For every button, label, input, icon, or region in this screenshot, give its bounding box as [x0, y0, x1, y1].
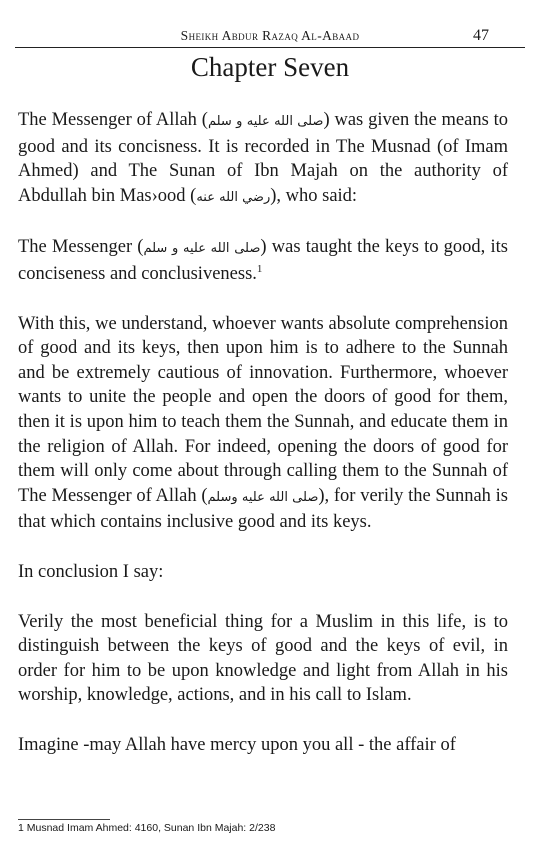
paragraph-5: Verily the most beneficial thing for a Muslim in this life, is to distinguish between the keys of good and the keys of evil, in order for him to be upon knowledge and light from Allah in his worship, knowledge, actions, and in his call to Islam.: [18, 611, 508, 706]
paragraph-2-part-2: ) was taught the keys to good, its conciseness and conclusiveness.: [18, 237, 508, 284]
arabic-salawat: صلى الله عليه وسلم: [207, 489, 319, 505]
paragraph-1: [18, 108, 508, 210]
body-text: [18, 108, 508, 782]
header-rule: [15, 47, 525, 48]
arabic-salawat: صلى الله عليه و سلم: [207, 114, 324, 129]
arabic-salawat: صلى الله عليه و سلم: [143, 241, 261, 257]
paragraph-3-part-1: With this, we understand, whoever wants absolute comprehension of good and its keys, then upon him is to adhere to the Sunnah and be extremely cautious of innovation. Furthermore, whoever wants to unite the people and open the doors of good for them, then it is upon him to teach them the Sunnah, and educate them in the religion of Allah. For indeed, opening the doors of good for them will only come about through calling them to the Sunnah of The Messenger of Allah (: [18, 313, 508, 506]
footnote: 1 Musnad Imam Ahmed: 4160, Sunan Ibn Majah: 2/238: [18, 822, 276, 834]
paragraph-2: [18, 235, 508, 286]
paragraph-2-part-1: The Messenger (: [18, 237, 144, 258]
paragraph-3-part-2: ), for verily the Sunnah is that which contains inclusive good and its keys.: [18, 485, 508, 533]
paragraph-1-part-1: The Messenger of Allah (: [18, 110, 208, 130]
paragraph-4: In conclusion I say:: [18, 561, 164, 582]
paragraph-1-part-3: ), who said:: [270, 185, 358, 206]
arabic-radiallahu: رضي الله عنه: [196, 189, 271, 205]
footnote-marker: 1: [256, 262, 263, 275]
paragraph-3: [18, 312, 508, 535]
page-header: [15, 28, 525, 50]
paragraph-6: Imagine -may Allah have mercy upon you all - the affair of: [18, 734, 456, 755]
paragraph-1-part-2: ) was given the means to good and its concisness. It is recorded in The Musnad (of Imam Ahmed) and The Sunan of Ibn Majah on the authority of Abdullah bin Mas›ood (: [18, 110, 509, 206]
footnote-rule: [18, 819, 110, 820]
running-head: Sheikh Abdur Razaq Al-Abaad: [180, 28, 360, 43]
chapter-title: Chapter Seven: [190, 52, 350, 82]
page-number: 47: [473, 27, 489, 44]
